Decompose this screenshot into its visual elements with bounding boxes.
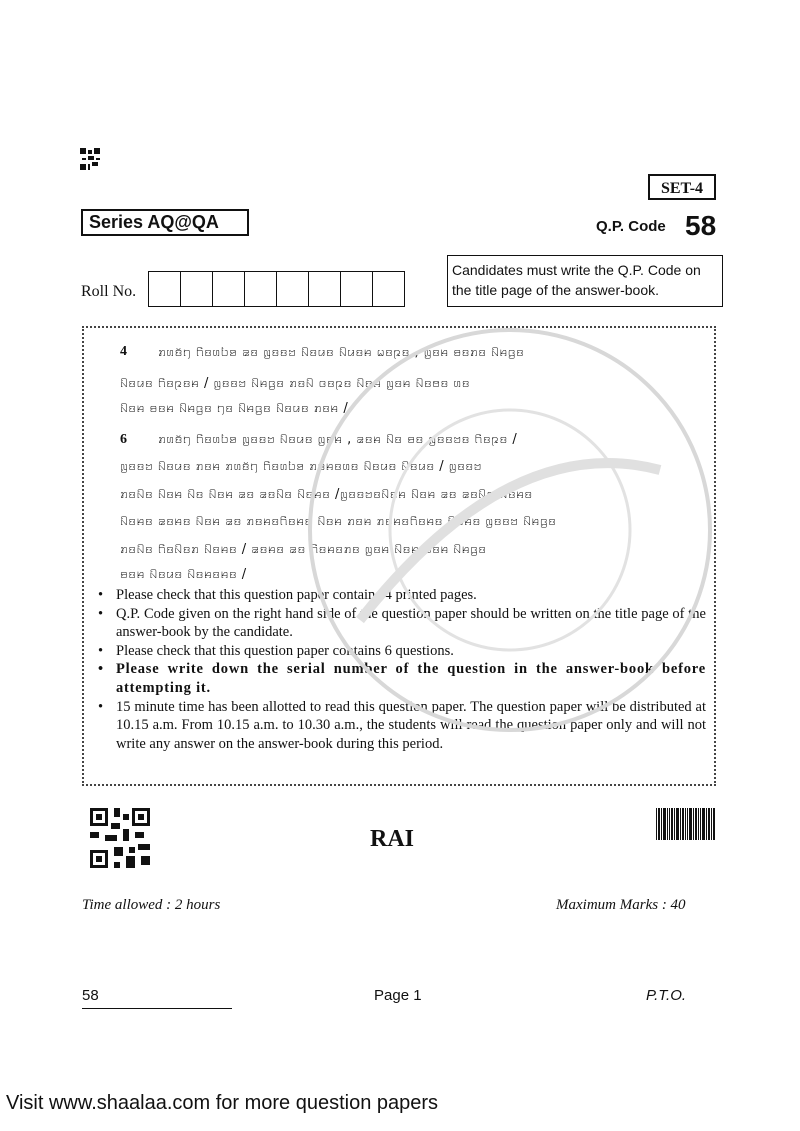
roll-number-cell[interactable]: [212, 271, 245, 307]
rai-line: ꤊꤛꤢꤩꤚ ꤖꤢꤛꤝꤤ ꤜꤢꤢꤠ ꤡꤢꤣꤢ ꤜꤢꤌ , ꤘꤢꤌ ꤡꤢ ꤋꤢ ꤜꤢꤢꤠꤢ ꤖꤢꤐꤢ /: [158, 432, 518, 447]
rai-line: ꤡꤢꤣꤢ ꤖꤢꤐꤢꤌ / ꤜꤢꤢꤠ ꤡꤌꤞꤢ ꤊꤢꤡ ꤍꤢꤐꤢ ꤡꤢꤌ ꤜꤢꤌ ꤡꤢꤥꤢ ꤛꤢ: [120, 376, 471, 391]
rai-line: ꤋꤢꤌ ꤡꤢꤣꤢ ꤡꤢꤌꤢꤌꤢ /: [120, 567, 247, 582]
small-qr-code-icon: [80, 148, 100, 170]
time-allowed: Time allowed : 2 hours: [82, 897, 221, 913]
visit-banner: Visit www.shaalaa.com for more question papers: [6, 1092, 439, 1114]
roll-number-cell[interactable]: [148, 271, 181, 307]
candidate-note: Candidates must write the Q.P. Code on the title page of the answer-book.: [447, 255, 723, 307]
subject-title: RAI: [370, 826, 415, 852]
roll-number-cell[interactable]: [308, 271, 341, 307]
instruction-item: • Please check that this question paper contains 6 questions.: [96, 642, 706, 661]
instruction-item: • Q.P. Code given on the right hand side of the question paper should be written on the title page of the answer-book by the candidate.: [96, 605, 706, 642]
roll-number-label: Roll No.: [81, 283, 137, 300]
instruction-item: • Please write down the serial number of the question in the answer-book before attempting it.: [96, 660, 706, 697]
rai-item-number: 6: [120, 432, 127, 447]
pto-label: P.T.O.: [646, 987, 687, 1004]
roll-number-cell[interactable]: [244, 271, 277, 307]
roll-number-cell[interactable]: [276, 271, 309, 307]
rai-line: ꤡꤢꤌꤢ ꤘꤢꤌꤢ ꤡꤢꤌ ꤘꤢ ꤊꤢꤌꤢꤖꤢꤌꤢ ꤡꤢꤌ ꤊꤢꤌ ꤊꤢꤌꤢꤖꤢꤌꤢ ꤡꤢꤌꤢ ꤜꤢꤢꤠ ꤡꤌꤞꤢ: [120, 514, 557, 529]
page-number: Page 1: [374, 987, 422, 1004]
rai-line: ꤜꤢꤢꤠ ꤡꤢꤣꤢ ꤊꤢꤌ ꤊꤛꤢꤩꤚ ꤖꤢꤛꤝꤤ ꤊꤢꤌꤢꤛꤢ ꤡꤢꤣꤢ ꤡꤢꤣꤢ / ꤜꤢꤢꤠ: [120, 459, 482, 474]
rai-line: ꤡꤢꤌ ꤋꤢꤌ ꤡꤌꤞꤢ ꤚꤢ ꤡꤌꤞꤢ ꤡꤢꤣꤢ ꤊꤢꤌ /: [120, 401, 349, 416]
roll-number-cell[interactable]: [340, 271, 373, 307]
set-label: SET-4: [648, 174, 716, 200]
rai-item-number: 4: [120, 344, 127, 359]
footer-qp-code: 58: [82, 987, 99, 1004]
qp-code-label: Q.P. Code: [596, 218, 666, 235]
qp-code-value: 58: [685, 210, 717, 241]
rai-line: ꤊꤢꤡꤢ ꤖꤢꤡꤢꤊ ꤡꤢꤌꤢ / ꤘꤢꤌꤢ ꤘꤢ ꤖꤢꤌꤢꤊꤢ ꤜꤢꤌ ꤡꤢꤌ ꤋꤢꤌ ꤡꤌꤞꤢ: [120, 542, 487, 557]
maximum-marks: Maximum Marks : 40: [556, 897, 686, 913]
rai-line: ꤊꤛꤢꤩꤚ ꤖꤢꤛꤝꤤ ꤘꤢ ꤜꤢꤢꤠ ꤡꤢꤣꤢ ꤡꤣꤢꤌ ꤗꤢꤐꤢ , ꤜꤢꤌ ꤋꤢꤊꤢ ꤡꤌꤞꤢ: [158, 345, 525, 360]
instruction-item: • Please check that this question paper contains 4 printed pages.: [96, 586, 706, 605]
qr-code-icon: [90, 808, 150, 868]
footer-divider: [82, 1008, 232, 1009]
instruction-list: [96, 586, 706, 753]
roll-number-cell[interactable]: [372, 271, 405, 307]
rai-line: ꤊꤢꤡꤢ ꤡꤢꤌ ꤡꤢ ꤡꤢꤌ ꤘꤢ ꤘꤢꤡꤢ ꤡꤢꤌꤢ /ꤜꤢꤢꤠꤢꤡꤢꤌ ꤡꤢꤌ ꤘꤢ ꤘꤢꤡꤢ ꤡꤢꤌꤢ: [120, 487, 533, 502]
barcode-icon: [656, 808, 716, 840]
series-label: Series AQ@QA: [81, 209, 249, 236]
roll-number-cell[interactable]: [180, 271, 213, 307]
instruction-item: • 15 minute time has been allotted to read this question paper. The question paper will be distributed at 10.15 a.m. From 10.15 a.m. to 10.30 a.m., the students will read the question paper only and will not write any answer on the answer-book during this period.: [96, 698, 706, 754]
roll-number-boxes[interactable]: [149, 271, 405, 307]
